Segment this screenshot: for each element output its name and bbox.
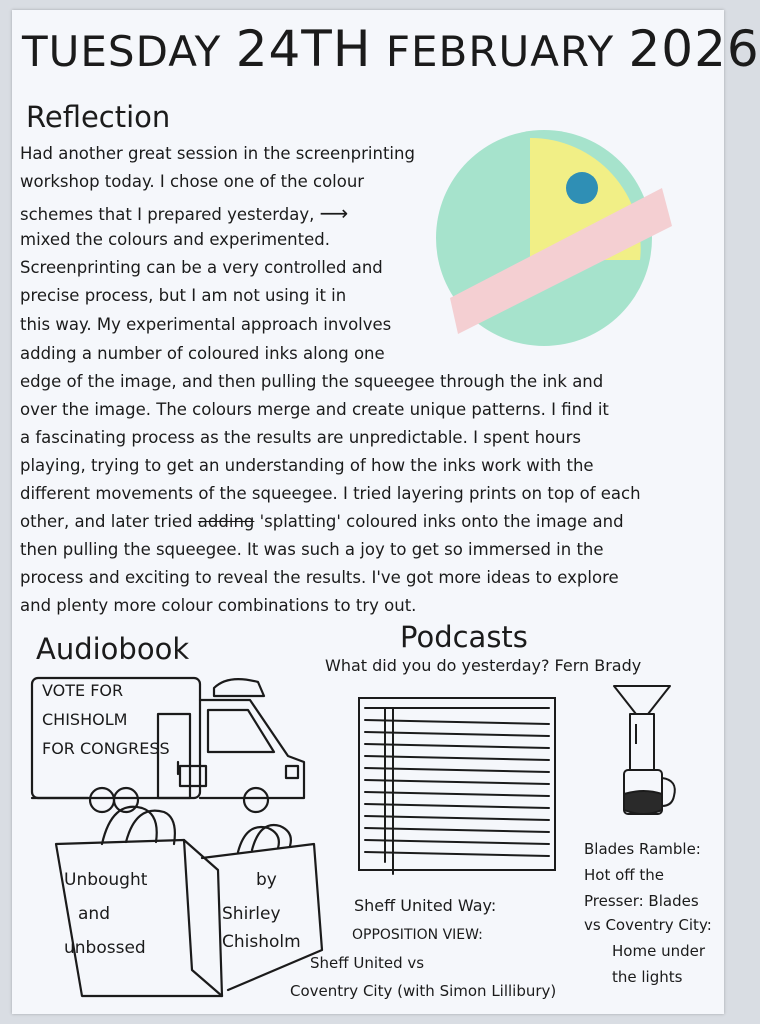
podcast-3-title: Home under: [612, 942, 705, 960]
reflection-line-text: other, and later tried: [20, 512, 198, 531]
reflection-line: adding a number of coloured inks along one: [20, 344, 385, 363]
bag-author-name: Shirley: [222, 904, 281, 924]
reflection-line: this way. My experimental approach involves: [20, 315, 392, 334]
date-day: 24TH: [235, 20, 372, 78]
reflection-line: workshop today. I chose one of the colour: [20, 172, 365, 191]
reflection-line: [20, 514, 624, 531]
bag-book-title: unbossed: [64, 938, 146, 958]
reflection-line-text: schemes that I prepared yesterday,: [20, 205, 315, 224]
podcast-3-title: the lights: [612, 968, 683, 986]
reflection-title: Reflection: [26, 100, 171, 134]
bag-author-name: Chisholm: [222, 932, 301, 952]
podcast-2-detail: Sheff United vs: [310, 954, 425, 972]
reflection-line: a fascinating process as the results are unpredictable. I spent hours: [20, 428, 581, 447]
podcast-1-title: What did you do yesterday? Fern Brady: [325, 656, 642, 675]
reflection-line: then pulling the squeegee. It was such a joy to get so immersed in the: [20, 540, 604, 559]
blue-dot: [566, 172, 598, 204]
podcast-3-title: Presser: Blades: [584, 892, 699, 910]
bag-book-title: and: [78, 904, 110, 924]
podcasts-title: Podcasts: [400, 620, 528, 654]
coffee-dripper-drawing: [608, 680, 684, 820]
reflection-line: playing, trying to get an understanding of how the inks work with the: [20, 456, 594, 475]
page-date: [22, 20, 760, 78]
window-blinds-drawing: [355, 694, 559, 876]
date-year: 2026: [628, 20, 760, 78]
podcast-2-subtitle: OPPOSITION VIEW:: [352, 927, 483, 943]
paper-collage-image: [422, 128, 672, 348]
bag-author-by: by: [256, 870, 277, 890]
podcast-3-title: vs Coventry City:: [584, 916, 712, 934]
reflection-line: over the image. The colours merge and create unique patterns. I find it: [20, 400, 609, 419]
reflection-line-text: 'splatting' coloured inks onto the image and: [254, 512, 624, 531]
reflection-line: different movements of the squeegee. I tried layering prints on top of each: [20, 484, 641, 503]
bag-book-title: Unbought: [64, 870, 148, 890]
reflection-line: and plenty more colour combinations to try out.: [20, 596, 417, 615]
reflection-line: mixed the colours and experimented.: [20, 230, 330, 249]
reflection-line: Screenprinting can be a very controlled and: [20, 258, 383, 277]
reflection-line: [20, 203, 348, 224]
reflection-line: precise process, but I am not using it in: [20, 286, 347, 305]
podcast-3-title: Hot off the: [584, 866, 665, 884]
rv-slogan-line: CHISHOLM: [42, 710, 128, 729]
rv-slogan-line: VOTE FOR: [42, 681, 124, 700]
podcast-2-detail: Coventry City (with Simon Lillibury): [290, 982, 557, 1000]
reflection-line: process and exciting to reveal the results. I've got more ideas to explore: [20, 568, 619, 587]
date-month: FEBRUARY: [385, 27, 615, 76]
reflection-line: Had another great session in the screenprinting: [20, 144, 415, 163]
podcast-2-title: Sheff United Way:: [354, 896, 497, 915]
podcast-3-title: Blades Ramble:: [584, 840, 701, 858]
journal-page: [12, 10, 760, 1014]
rv-slogan-line: FOR CONGRESS: [42, 739, 170, 758]
date-weekday: TUESDAY: [22, 27, 222, 76]
arrow-icon: ⟶: [319, 201, 349, 225]
shopping-bags-drawing: [52, 800, 332, 1000]
reflection-line: edge of the image, and then pulling the squeegee through the ink and: [20, 372, 604, 391]
struck-word: adding: [197, 512, 255, 531]
audiobook-title: Audiobook: [36, 632, 190, 666]
